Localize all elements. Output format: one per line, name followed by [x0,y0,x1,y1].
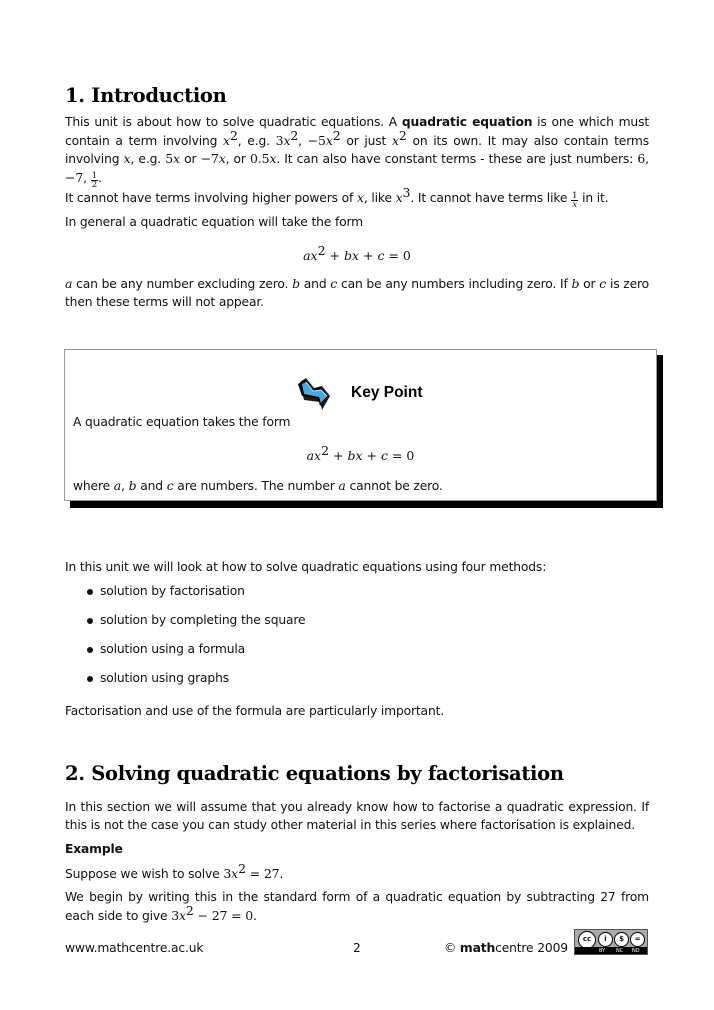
key-point-title: Key Point [351,384,423,401]
key-point-equation: $ax^2$ + bx + c = 0 [306,443,415,463]
general-form-intro: In general a quadratic equation will take the form [65,215,364,229]
nd-icon: = [630,932,645,947]
bullet-icon [87,618,93,624]
footer-website-link[interactable]: www.mathcentre.ac.uk [65,941,204,955]
standard-form-paragraph: We begin by writing this in the standard form of a quadratic equation by subtracting 27 from each side to give $3x^2 - 27 = 0$. [65,890,649,923]
copyright-icon: © [444,941,457,955]
key-point-box [64,349,657,501]
list-item: solution by factorisation [65,583,305,612]
list-item: solution by completing the square [65,612,305,641]
key-point-line1: A quadratic equation takes the form [73,415,291,429]
section-heading-factorisation: 2. Solving quadratic equations by factorisation [65,762,564,785]
page-number: 2 [353,941,361,955]
intro-paragraph: This unit is about how to solve quadratic equations. A quadratic equation is one which must contain a term involving $x^2$, e.g. $3x^2$, $-5x^2$ or just $x^2$ on its own. It may also contain terms involving x, e.g. 5x or −7x, or 0.5x. It can also have constant terms - these are just numbers: 6, −7, $\frac{1}{2}$ . [65,115,650,190]
methods-conclusion: Factorisation and use of the formula are particularly important. [65,704,445,718]
nc-icon: $ [614,932,629,947]
footer-copyright: © mathcentre 2009 [444,941,568,955]
key-point-header [65,376,656,410]
methods-intro: In this unit we will look at how to solve quadratic equations using four methods: [65,560,547,574]
general-equation: $ax^2$ + bx + c = 0 [303,243,411,263]
bullet-icon [87,676,93,682]
example-label: Example [65,842,123,856]
higher-powers-paragraph: It cannot have terms involving higher powers of x, like $x^3$. It cannot have terms like $\frac{1}{x}$ in it. [65,185,609,210]
example-line: Suppose we wish to solve $3x^2 = 27$. [65,861,284,881]
cc-license-badge[interactable] [574,929,648,955]
bullet-icon [87,647,93,653]
cc-icon: cc [578,931,596,949]
section-heading-introduction: 1. Introduction [65,84,227,107]
key-point-line2: where a, b and c are numbers. The number a cannot be zero. [73,478,443,493]
factorisation-intro: In this section we will assume that you already know how to factorise a quadratic expression. If this is not the case you can study other material in this series where factorisation is explained. [65,800,649,832]
coefficients-paragraph: a can be any number excluding zero. b and c can be any numbers including zero. If b or c is zero then these terms will not appear. [65,276,650,309]
by-icon: i [598,932,613,947]
list-item: solution using graphs [65,670,305,699]
term-quadratic-equation: quadratic equation [401,115,533,129]
bullet-icon [87,589,93,595]
license-labels-strip: BY NC ND [575,947,647,954]
fraction-one-half: $\frac{1}{2}$ [91,170,98,190]
list-item: solution using a formula [65,641,305,670]
fraction-one-over-x: $\frac{1}{x}$ [572,191,578,210]
arrow-pointer-icon [294,376,338,416]
methods-list [65,583,305,699]
